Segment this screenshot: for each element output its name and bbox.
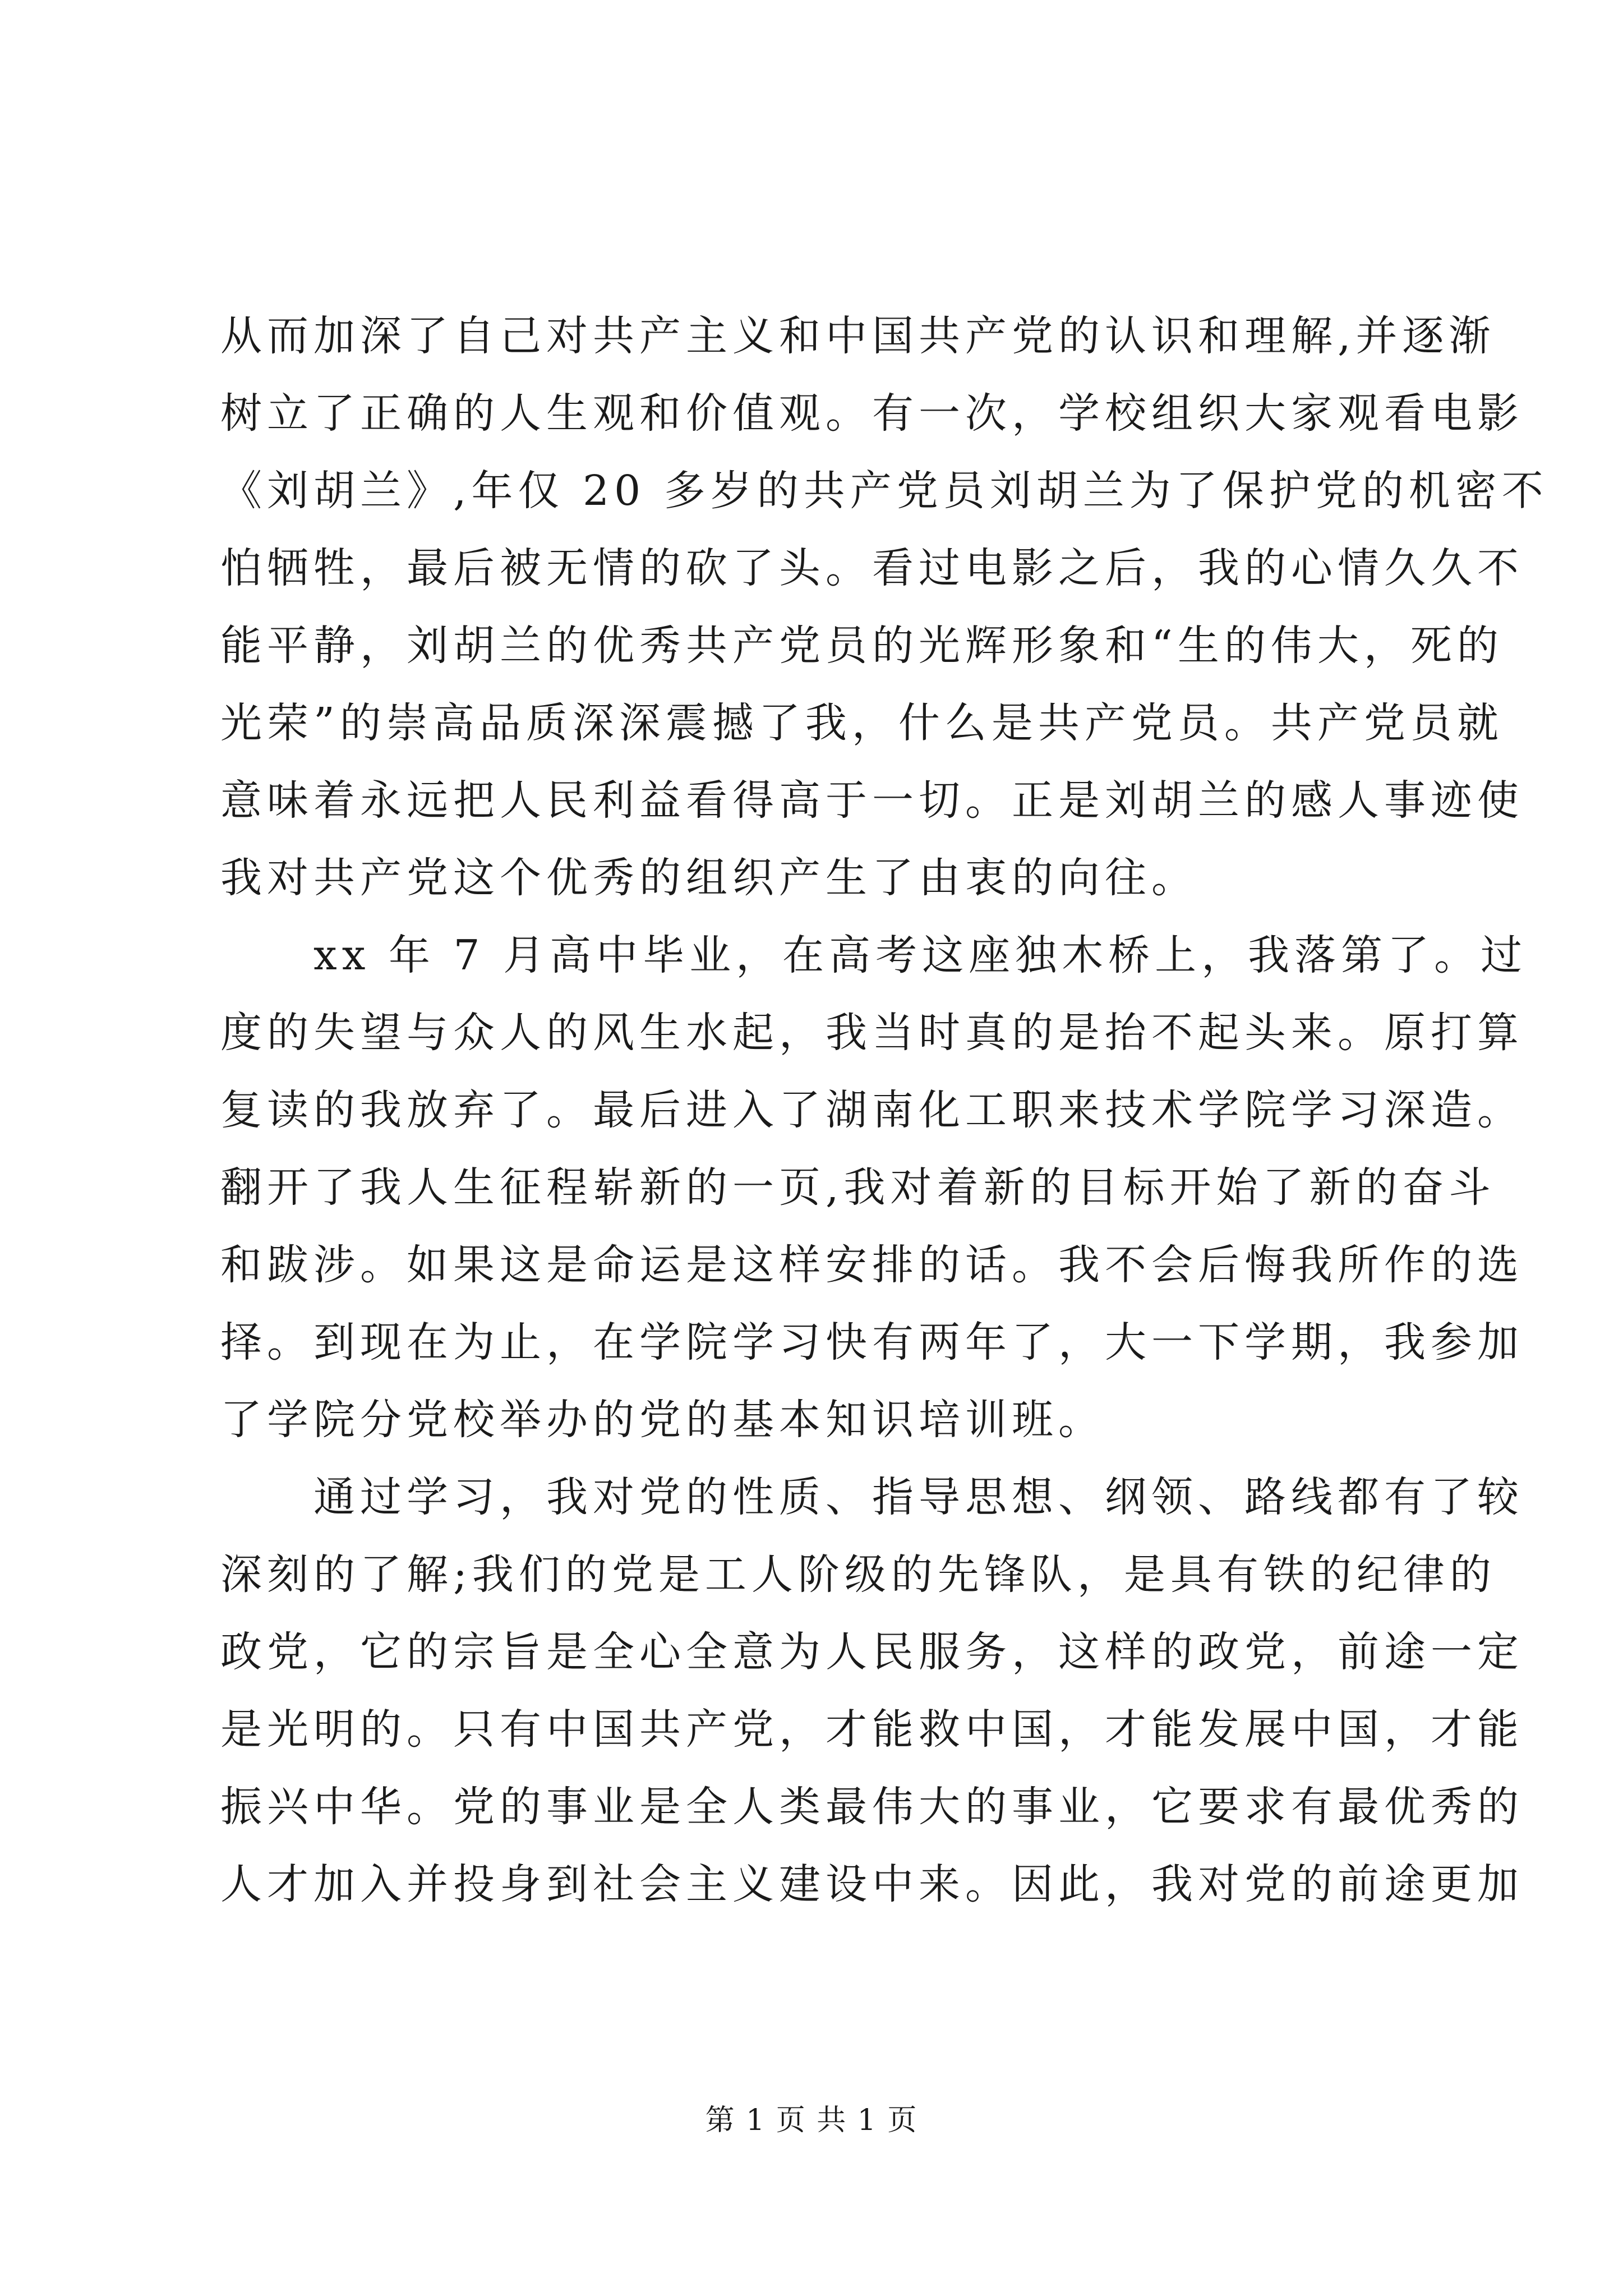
text-line: xx 年 7 月高中毕业，在高考这座独木桥上，我落第了。过	[220, 931, 1528, 979]
text-line: 了学院分党校举办的党的基本知识培训班。	[220, 1396, 1105, 1444]
text-line: 树立了正确的人生观和价值观。有一次，学校组织大家观看电影	[220, 389, 1524, 438]
text-line: 和跋涉。如果这是命运是这样安排的话。我不会后悔我所作的选	[220, 1241, 1524, 1289]
text-line: 光荣”的崇高品质深深震撼了我，什么是共产党员。共产党员就	[220, 699, 1504, 747]
body-text	[220, 297, 1548, 1923]
text-line: 我对共产党这个优秀的组织产生了由衷的向往。	[220, 854, 1198, 902]
text-line: 人才加入并投身到社会主义建设中来。因此，我对党的前途更加	[220, 1860, 1524, 1908]
text-line: 是光明的。只有中国共产党，才能救中国，才能发展中国，才能	[220, 1705, 1524, 1754]
text-line: 《刘胡兰》,年仅 20 多岁的共产党员刘胡兰为了保护党的机密不	[220, 467, 1548, 515]
page-number-label: 第 1 页 共 1 页	[705, 2104, 918, 2137]
text-line: 度的失望与众人的风生水起，我当时真的是抬不起头来。原打算	[220, 1009, 1524, 1057]
text-line: 深刻的了解;我们的党是工人阶级的先锋队，是具有铁的纪律的	[220, 1550, 1496, 1599]
text-line: 振兴中华。党的事业是全人类最伟大的事业，它要求有最优秀的	[220, 1783, 1524, 1831]
text-line: 翻开了我人生征程崭新的一页,我对着新的目标开始了新的奋斗	[220, 1163, 1496, 1212]
text-line: 能平静，刘胡兰的优秀共产党员的光辉形象和“生的伟大，死的	[220, 622, 1504, 670]
text-line: 意味着永远把人民利益看得高于一切。正是刘胡兰的感人事迹使	[220, 776, 1524, 825]
text-line: 复读的我放弃了。最后进入了湖南化工职来技术学院学习深造。	[220, 1086, 1524, 1134]
page-footer	[0, 2101, 1623, 2140]
text-line: 怕牺牲，最后被无情的砍了头。看过电影之后，我的心情久久不	[220, 544, 1524, 592]
text-line: 政党，它的宗旨是全心全意为人民服务，这样的政党，前途一定	[220, 1628, 1524, 1676]
text-line: 通过学习，我对党的性质、指导思想、纲领、路线都有了较	[220, 1473, 1524, 1521]
text-line: 择。到现在为止，在学院学习快有两年了，大一下学期，我参加	[220, 1318, 1524, 1366]
text-line: 从而加深了自己对共产主义和中国共产党的认识和理解,并逐渐	[220, 312, 1496, 360]
